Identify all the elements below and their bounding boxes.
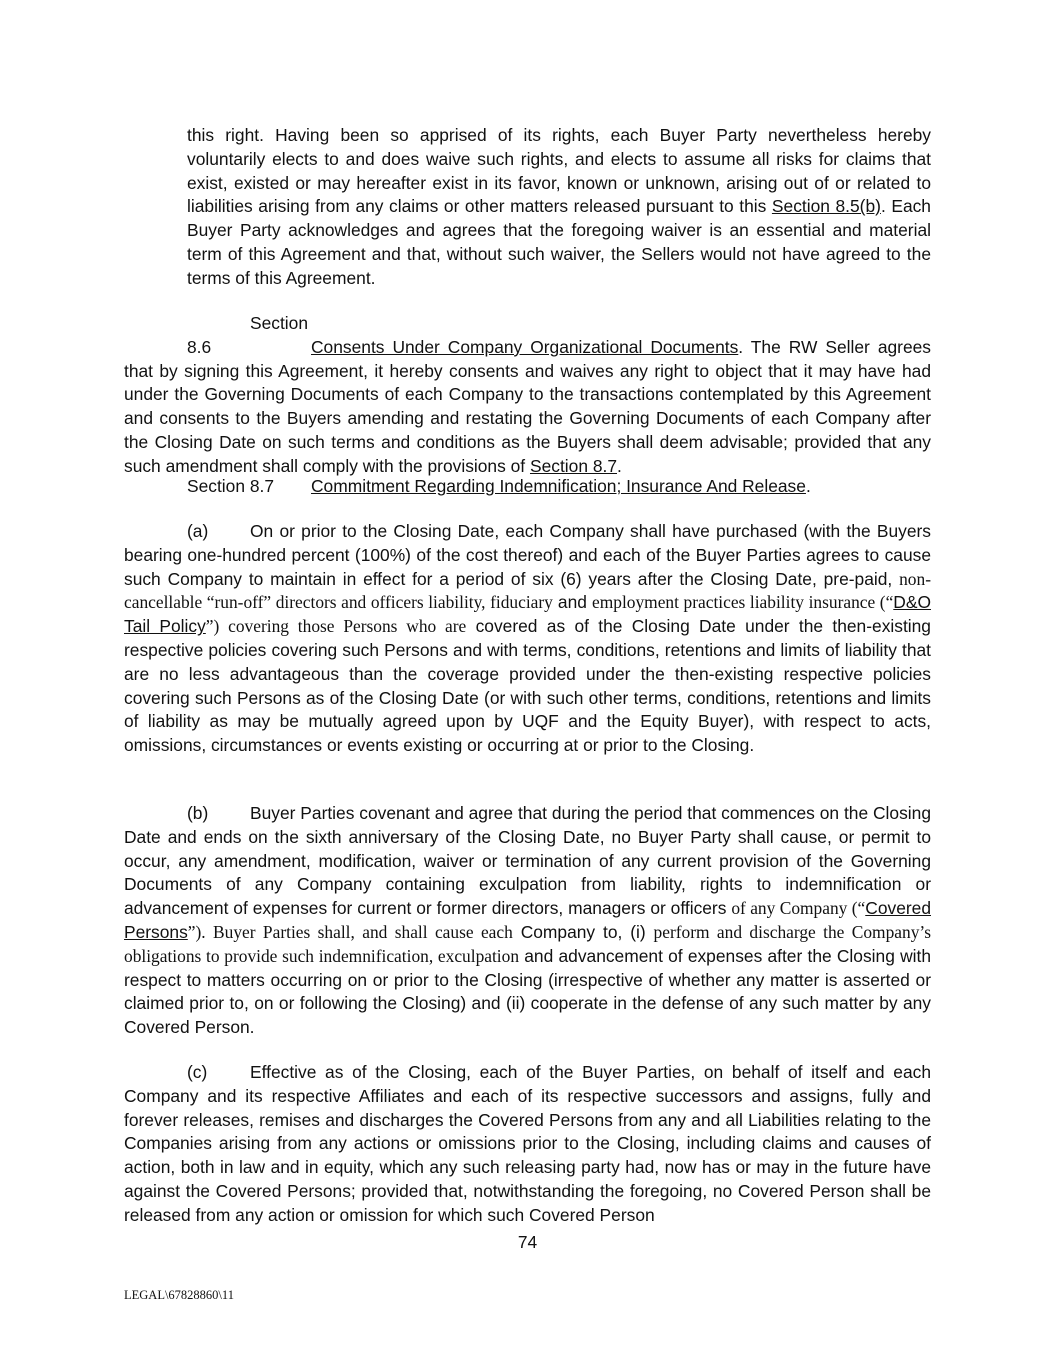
paragraph-text: and [552, 592, 593, 613]
subsection-label: (c) [187, 1062, 208, 1082]
section-8-6-paragraph [124, 312, 931, 479]
paragraph-text: Buyer Parties covenant and agree that during the period that commences on the Closing Date and ends on the sixth anniversary of the Closing Date, no Buyer Party shall cause, or permit to occur, any amendment, modification, waiver or termination of any current provision of the Governing Documents of any Company containing exculpation from liability, rights to indemnification or advancement of expenses for current or former directors, managers or officers [124, 803, 931, 919]
section-8-7-heading [187, 475, 811, 499]
paragraph-text: ”) covering those Persons who are [205, 616, 467, 637]
paragraph-text: covered as of the Closing Date under the then-existing respective policies covering such Persons and with terms, conditions, retentions and limits of liability that are no less advantageous than the coverage provided under the then-existing respective policies covering such Persons as of the Closing Date (or with such other terms, conditions, retentions and limits of liability as may be mutually agreed upon by UQF and the Equity Buyer), with respect to acts, omissions, circumstances or events existing or occurring at or prior to the Closing. [124, 616, 931, 756]
paragraph-c [124, 1061, 931, 1228]
paragraph-text: and advancement of expenses after the Closing with respect to matters occurring on or prior to the Closing (irrespective of whether any matter is asserted or claimed prior to, on or following the Closing) and (ii) cooperate in the defense of any such matter by any Covered Person. [124, 945, 932, 1038]
heading-punctuation: . [805, 476, 811, 496]
section-reference-8-7[interactable]: Section 8.7 [529, 455, 617, 476]
paragraph-text: Company to, (i) [512, 921, 654, 942]
section-reference-8-5b[interactable]: Section 8.5(b) [771, 196, 881, 217]
page-number: 74 [517, 1232, 538, 1252]
defined-term: Covered Persons [124, 898, 931, 942]
defined-term: D&O Tail Policy [124, 592, 931, 637]
paragraph-text: . [617, 455, 622, 476]
continuation-paragraph [187, 124, 931, 291]
section-title: Consents Under Company Organizational Documents [311, 336, 739, 357]
subsection-label: (b) [187, 803, 209, 823]
paragraph-text: perform and discharge the Company’s obligations to provide such indemnification, exculpation [124, 921, 931, 966]
section-number: Section 8.6 [187, 313, 309, 357]
paragraph-text: . Each Buyer Party acknowledges and agrees that the foregoing waiver is an essential and material term of this Agreement and that, without such waiver, the Sellers would not have agreed to the terms of this Agreement. [187, 196, 931, 288]
paragraph-b [124, 802, 931, 1040]
paragraph-text: employment practices liability insurance (“ [592, 592, 894, 613]
paragraph-a [124, 520, 931, 758]
section-title: Commitment Regarding Indemnification; Insurance And Release [311, 476, 806, 496]
paragraph-text: . The RW Seller agrees that by signing this Agreement, it hereby consents and waives any right to object that it may have had under the Governing Documents of each Company to the transactions contemplated by this Agreement and consents to the Buyers amending and restating the Governing Documents of each Company after the Closing Date on such terms and conditions as the Buyers shall deem advisable; provided that any such amendment shall comply with the provisions of [124, 336, 932, 476]
paragraph-text: non-cancellable “run-off” directors and officers liability, fiduciary [124, 568, 931, 613]
section-number: Section 8.7 [187, 476, 275, 496]
paragraph-text: of any Company (“ [731, 898, 866, 919]
document-id: LEGAL\67828860\11 [124, 1288, 234, 1302]
paragraph-text: Effective as of the Closing, each of the Buyer Parties, on behalf of itself and each Company and its respective Affiliates and each of its respective successors and assigns, fully and forever releases, remises and discharges the Covered Persons from any and all Liabilities relating to the Companies arising from any actions or omissions prior to the Closing, including claims and causes of action, both in law and in equity, which any such releasing party had, now has or may in the future have against the Covered Persons; provided that, notwithstanding the foregoing, no Covered Person shall be released from any action or omission for which such Covered Person [124, 1062, 931, 1225]
paragraph-text: ”). Buyer Parties shall, and shall cause each [187, 921, 513, 942]
subsection-label: (a) [187, 521, 209, 541]
paragraph-text: this right. Having been so apprised of its rights, each Buyer Party nevertheless hereby voluntarily elects to and does waive such rights, and elects to assume all risks for claims that exist, existed or may hereafter exist in its favor, known or unknown, arising out of or related to liabilities arising from any claims or other matters released pursuant to this [187, 125, 931, 217]
paragraph-text: On or prior to the Closing Date, each Company shall have purchased (with the Buyers bearing one-hundred percent (100%) of the cost thereof) and each of the Buyer Parties agrees to cause such Company to maintain in effect for a period of six (6) years after the Closing Date, pre-paid, [124, 521, 931, 589]
